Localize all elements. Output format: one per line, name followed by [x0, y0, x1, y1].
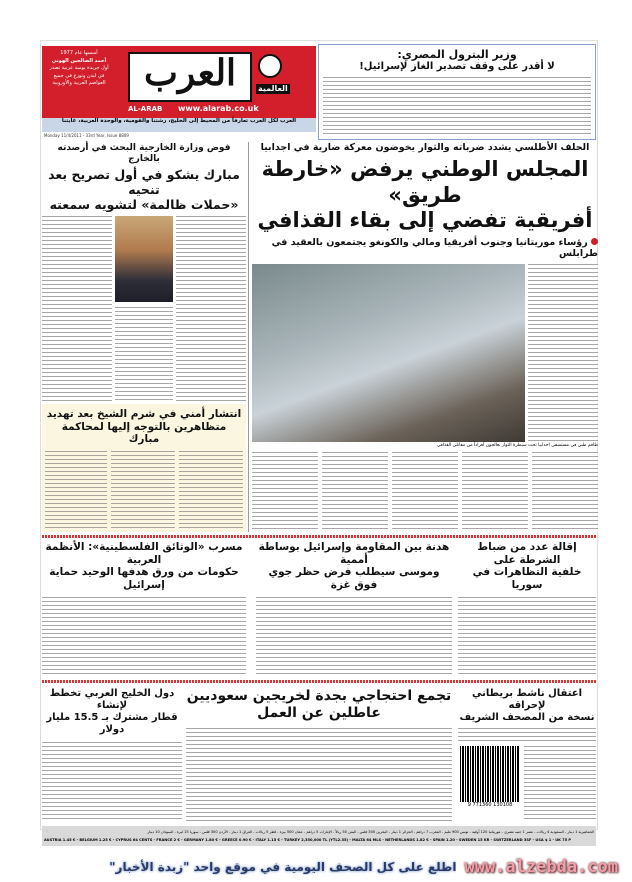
story-body	[42, 742, 182, 822]
lead-photo-caption: طاقم طبي في مستشفى اجدابيا تحت سيطرة الثوار يعالجون أفراداً من مقاتلي القذافي	[436, 442, 598, 448]
lead-subhead	[252, 237, 598, 260]
story-headline: قطار مشترك بـ 15.5 مليار دولار	[46, 712, 178, 735]
website-link[interactable]: www.alarab.co.uk	[178, 104, 259, 113]
story-headline: إقالة عدد من ضباط الشرطة على	[477, 541, 577, 566]
sharm-body	[45, 451, 243, 528]
story-headline: تجمع احتجاجي بجدة لخريجين سعوديين	[186, 688, 452, 704]
story-body	[458, 597, 596, 676]
ad-banner-text: اطلع على كل الصحف اليومية في موقع واحد "زبدة الأخبار"	[109, 860, 457, 874]
top-story-body	[323, 77, 591, 135]
founder-label: أسسها عام 1977	[60, 50, 98, 56]
lead-subhead-text: رؤساء موريتانيا وجنوب أفريقيا ومالي والكونغو يجتمعون بالعقيد في طرابلس	[271, 236, 598, 260]
logo-subtitle: العالمية	[258, 84, 288, 93]
story-headline: هدنة بين المقاومة وإسرائيل بوساطة أممية	[258, 541, 450, 566]
story-headline: عاطلين عن العمل	[257, 704, 381, 721]
story-headline: حكومات من ورق هدفها الوحيد حماية إسرائيل	[49, 566, 239, 591]
lead-side-column	[528, 264, 598, 442]
lead-photo	[252, 264, 525, 442]
row2-story-gaza	[256, 541, 452, 676]
row3-story-quran	[458, 688, 596, 742]
story-headline: اعتقال ناشط بريطاني لإحراقه	[471, 688, 583, 711]
slogan-band: العرب لكل العرب تعارفاً من المحيط إلى الخليج، رشتنا والقومية، والوحدة العربية، غايتنا	[42, 118, 316, 132]
ad-banner	[14, 853, 618, 881]
top-story-box	[318, 44, 596, 140]
lead-headline-1: المجلس الوطني يرفض «خارطة طريق»	[261, 157, 589, 207]
lead-kicker: الحلف الأطلسي يشدد ضرباته والثوار يخوضون معركة ضارية في اجدابيا	[260, 142, 590, 153]
story-body	[458, 728, 596, 742]
row3-body-right	[524, 746, 596, 820]
top-story-title: وزير البترول المصري:	[397, 48, 517, 61]
barcode	[460, 746, 520, 814]
story-headline: مسرب «الوثائق الفلسطينية»: الأنظمة العربية	[45, 541, 243, 566]
price-strip	[42, 826, 596, 846]
mubarak-kicker: فوض وزارة الخارجية البحث في أرصدته بالخارج	[57, 143, 231, 164]
mubarak-mid-column	[115, 216, 173, 401]
logo-title: العرب	[143, 52, 237, 94]
mubarak-headline-1: مبارك يشكو في أول تصريح بعد تنحيه	[48, 166, 240, 197]
row3-story-jeddah	[186, 688, 452, 822]
sharm-headline-1: انتشار أمني في شرم الشيخ بعد تهديد	[46, 408, 242, 420]
mubarak-columns	[42, 216, 246, 401]
sharm-box	[42, 404, 246, 532]
story-headline: وموسى سيطلب فرض حظر جوي فوق غزة	[268, 566, 440, 591]
mubarak-story	[42, 143, 246, 401]
globe-icon	[258, 54, 282, 78]
founder-name: أحمد الصالحين الهوني	[51, 57, 107, 64]
logo-latin: AL-ARAB	[128, 105, 163, 113]
row3-story-train	[42, 688, 182, 822]
prices-arab: الجماهيرية 1 دينار - السعودية 4 ريالات - مصر 1 جنيه مصري - موريتانيا 120 أوقية - تونس 900 مليم - المغرب 7 دراهم - الجزائر 1 دينار - البحرين 300 فلس - اليمن 50 ريالاً - الإمارات 5 دراهم - عمان 500 بيزة - قطر 5 ريالات - العراق 1 دينار - الأردن 300 فلس - سوريا 15 ليرة - السودان 10 دينار	[147, 830, 594, 834]
story-headline: خلفية التظاهرات في سوريا	[472, 566, 582, 591]
masthead-side-tagline: أول جريدة يومية عربية تصدر في لندن وتوزع في جميع العواصم العربية والأوروبية	[49, 65, 109, 86]
story-body	[186, 728, 452, 822]
founder-block	[48, 50, 110, 88]
story-headline: دول الخليج العربي تخطط لإنشاء	[49, 688, 175, 711]
barcode-bars	[460, 746, 520, 802]
mubarak-body-mid	[115, 307, 173, 401]
mubarak-photo	[115, 216, 173, 302]
lead-story	[252, 142, 598, 532]
section-divider	[42, 680, 596, 683]
story-body	[42, 597, 246, 676]
lead-headline-2: أفريقية تفضي إلى بقاء القذافي	[257, 207, 593, 232]
mubarak-headline-2: «حملات ظالمة» لتشويه سمعته	[49, 196, 239, 212]
lead-media-row	[252, 264, 598, 442]
ad-banner-url[interactable]: www.alzebda.com	[464, 857, 618, 877]
sharm-headline-2: متظاهرين بالتوجه إليها لمحاكمة مبارك	[61, 420, 227, 446]
section-divider	[42, 535, 596, 538]
row2-story-documents	[42, 541, 246, 676]
story-headline: نسخة من المصحف الشريف	[459, 712, 595, 723]
row2-story-syria	[458, 541, 596, 676]
top-story-subtitle: لا أقدر على وقف تصدير الغاز لإسرائيل!	[359, 61, 555, 73]
column-divider	[248, 142, 249, 532]
barcode-number: 9 771360 130108	[467, 802, 513, 808]
dateline: Monday 11/4/2011 - 33rd Year, Issue 8809	[44, 133, 129, 138]
mubarak-body-right	[176, 216, 246, 401]
story-body	[256, 597, 452, 676]
prices-europe: AUSTRIA 1.45 € - BELGIUM 1.25 € - CYPRUS 64 CENTS - FRANCE 2 € - GERMANY 1.80 € - GREECE 0.90 € - ITALY 1.15 € - TURKEY 2,350,000 TL (YTL2.35) - MALTA 64 MLS - NETHERLANDS 1.82 € - SPAIN 1.20 - SWEDEN 15 KR - SWITZERLAND 3SF - USA $ 1 - UK 75 P	[44, 838, 572, 842]
masthead	[42, 46, 316, 140]
mubarak-body-left	[42, 216, 112, 401]
lead-body	[252, 452, 598, 532]
bullet-icon	[591, 238, 598, 245]
